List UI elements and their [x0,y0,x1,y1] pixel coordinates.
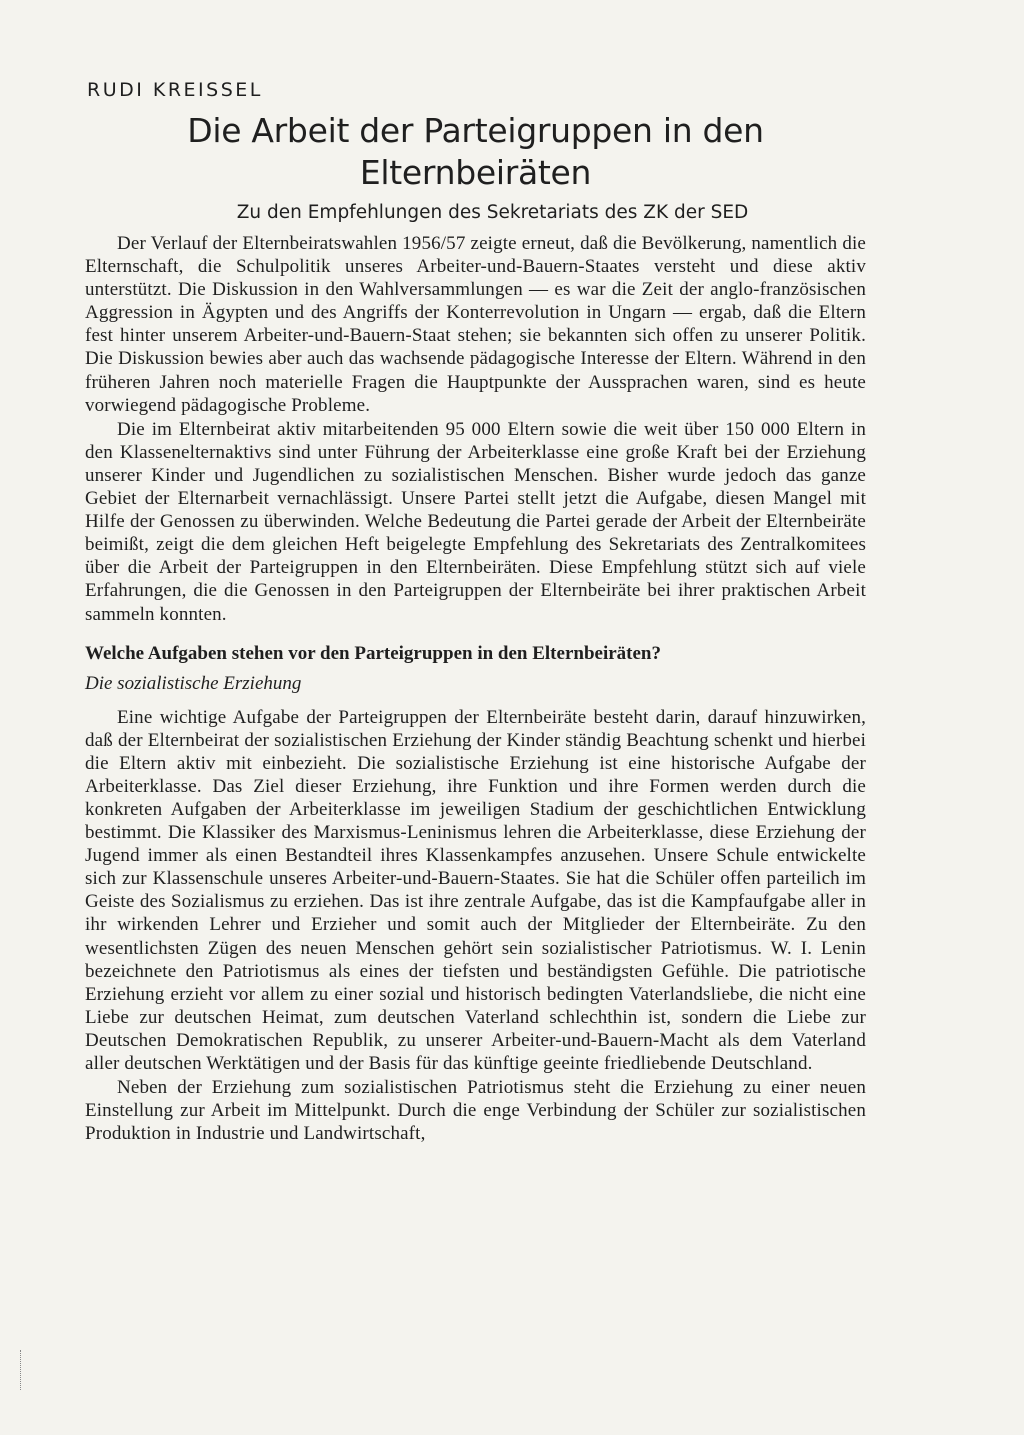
body-paragraph: Die im Elternbeirat aktiv mitarbeitenden 95 000 Eltern sowie die weit über 150 000 Eltern in den Klassenelternaktivs sind unter Führung der Arbeiterklasse eine große Kraft bei der Erziehung unserer Kinder und Jugendlichen zu sozialistischen Menschen. Bisher wurde jedoch das ganze Gebiet der Elternarbeit vernachlässigt. Unsere Partei stellt jetzt die Aufgabe, diesen Mangel mit Hilfe der Genossen zu überwinden. Welche Bedeutung die Partei gerade der Arbeit der Elternbeiräte beimißt, zeigt die dem gleichen Heft beigelegte Empfehlung des Sekretariats des Zentralkomitees über die Arbeit der Parteigruppen in den Elternbeiräten. Diese Empfehlung stützt sich auf viele Erfahrungen, die die Genossen in den Parteigruppen der Elternbeiräte bei ihrer praktischen Arbeit sammeln konnten. [85,418,866,625]
article-subtitle: Zu den Empfehlungen des Sekretariats des ZK der SED [236,202,749,223]
article-title: Die Arbeit der Parteigruppen in den Elternbeiräten [187,111,764,192]
sub-heading: Die sozialistische Erziehung [85,672,302,694]
body-paragraph: Der Verlauf der Elternbeiratswahlen 1956/57 zeigte erneut, daß die Bevölkerung, namentlich die Elternschaft, die Schulpolitik unseres Arbeiter-und-Bauern-Staates versteht und diese aktiv unterstützt. Die Diskussion in den Wahlversammlungen — es war die Zeit der anglo-französischen Aggression in Ägypten und des Angriffs der Konterrevolution in Ungarn — ergab, daß die Eltern fest hinter unserem Arbeiter-und-Bauern-Staat stehen; sie bekannten sich offen zu unserer Politik. Die Diskussion bewies aber auch das wachsende pädagogische Interesse der Eltern. Während in den früheren Jahren noch materielle Fragen die Hauptpunkte der Aussprachen waren, sind es heute vorwiegend pädagogische Probleme. [85,233,866,416]
margin-mark [20,1350,23,1390]
body-paragraph: Eine wichtige Aufgabe der Parteigruppen der Elternbeiräte besteht darin, darauf hinzuwirken, daß der Elternbeirat der sozialistischen Erziehung der Kinder ständig Beachtung schenkt und hierbei die Eltern aktiv mit einbezieht. Die sozialistische Erziehung ist eine historische Aufgabe der Arbeiterklasse. Das Ziel dieser Erziehung, ihre Funktion und ihre Formen werden durch die konkreten Aufgaben der Arbeiterklasse im jeweiligen Stadium der geschichtlichen Entwicklung bestimmt. Die Klassiker des Marxismus-Leninismus lehren die Arbeiterklasse, diese Erziehung der Jugend immer als einen Bestandteil ihres Klassenkampfes anzusehen. Unsere Schule entwickelte sich zur Klassenschule unseres Arbeiter-und-Bauern-Staates. Sie hat die Schüler offen parteilich im Geiste des Sozialismus zu erziehen. Das ist ihre zentrale Aufgabe, das ist die Kampfaufgabe aller in ihr wirkenden Lehrer und Erzieher und somit auch der Mitglieder der Elternbeiräte. Zu den wesentlichsten Zügen des neuen Menschen gehört sein sozialistischer Patriotismus. W. I. Lenin bezeichnete den Patriotismus als eines der tiefsten und beständigsten Gefühle. Die patriotische Erziehung erzieht vor allem zu einer sozial und historisch bedingten Vaterlandsliebe, die nicht eine Liebe zur deutschen Heimat, zum deutschen Vaterland schlechthin ist, sondern die Liebe zur Deutschen Demokratischen Republik, zu unserer Arbeiter-und-Bauern-Macht als dem Vaterland aller deutschen Werktätigen und der Basis für das künftige geeinte friedliebende Deutschland. [85,706,866,1074]
author-name: RUDI KREISSEL [87,79,263,101]
body-paragraph: Neben der Erziehung zum sozialistischen Patriotismus steht die Erziehung zu einer neuen Einstellung zur Arbeit im Mittelpunkt. Durch die enge Verbindung der Schüler zur sozialistischen Produktion in Industrie und Landwirtschaft, [85,1077,866,1145]
section-heading: Welche Aufgaben stehen vor den Parteigruppen in den Elternbeiräten? [85,642,661,664]
